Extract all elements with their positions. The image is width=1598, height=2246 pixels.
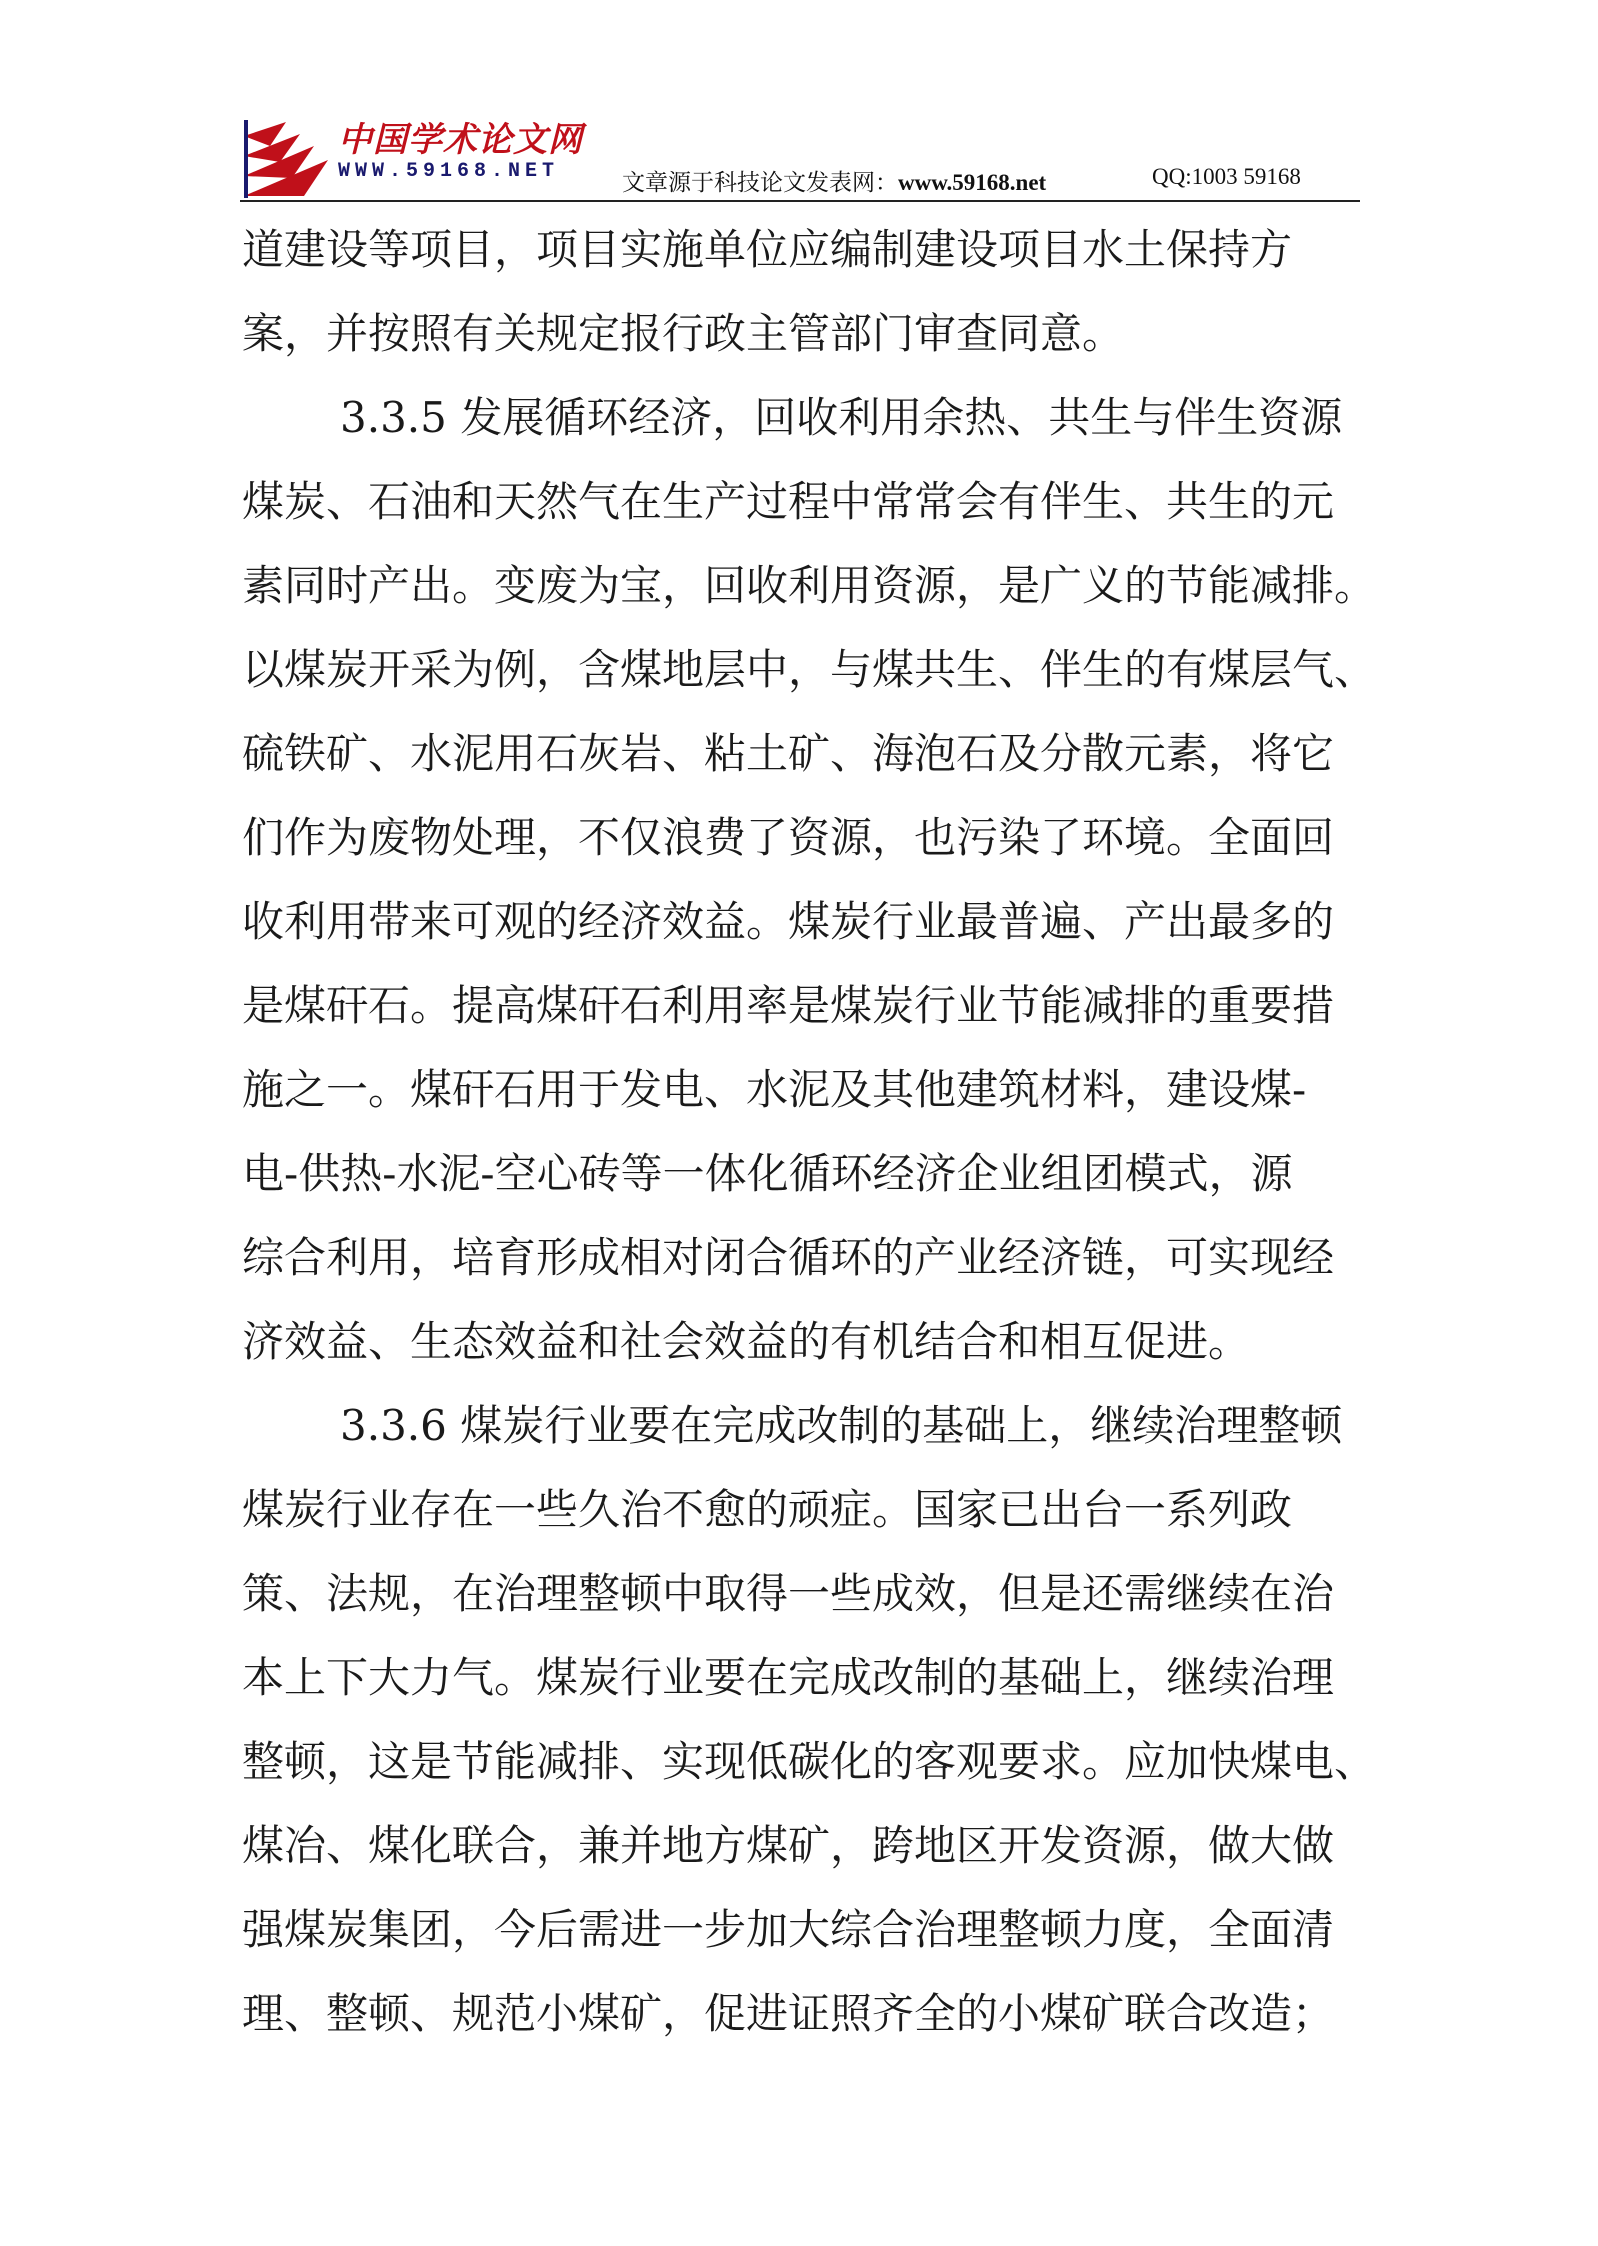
text-line: 道建设等项目，项目实施单位应编制建设项目水土保持方 xyxy=(242,225,1293,274)
source-url-link[interactable]: www.59168.net xyxy=(898,170,1047,195)
body-text xyxy=(242,208,1377,2056)
text-line: 理、整顿、规范小煤矿，促进证照齐全的小煤矿联合改造； xyxy=(242,1989,1335,2038)
text-line: 素同时产出。变废为宝，回收利用资源，是广义的节能减排。 xyxy=(242,561,1377,610)
header-divider xyxy=(240,200,1360,202)
text-line: 施之一。煤矸石用于发电、水泥及其他建筑材料，建设煤- xyxy=(242,1065,1307,1114)
text-line: 煤炭、石油和天然气在生产过程中常常会有伴生、共生的元 xyxy=(242,477,1335,526)
section-heading-3-3-6: 3.3.6 煤炭行业要在完成改制的基础上，继续治理整顿 xyxy=(340,1401,1343,1450)
source-prefix: 文章源于科技论文发表网： xyxy=(622,170,898,195)
source-note xyxy=(622,164,1046,197)
text-line: 是煤矸石。提高煤矸石利用率是煤炭行业节能减排的重要措 xyxy=(242,981,1335,1030)
page-header xyxy=(240,112,1360,202)
section-heading-3-3-5: 3.3.5 发展循环经济，回收利用余热、共生与伴生资源 xyxy=(340,393,1343,442)
qq-contact: QQ:1003 59168 xyxy=(1152,164,1301,189)
text-line: 收利用带来可观的经济效益。煤炭行业最普遍、产出最多的 xyxy=(242,897,1335,946)
text-line: 本上下大力气。煤炭行业要在完成改制的基础上，继续治理 xyxy=(242,1653,1335,1702)
text-line: 济效益、生态效益和社会效益的有机结合和相互促进。 xyxy=(242,1317,1251,1366)
text-line: 强煤炭集团，今后需进一步加大综合治理整顿力度，全面清 xyxy=(242,1905,1335,1954)
text-line: 硫铁矿、水泥用石灰岩、粘土矿、海泡石及分散元素，将它 xyxy=(242,729,1335,778)
text-line: 以煤炭开采为例，含煤地层中，与煤共生、伴生的有煤层气、 xyxy=(242,645,1377,694)
logo-emblem-icon xyxy=(240,116,330,200)
text-line: 策、法规，在治理整顿中取得一些成效，但是还需继续在治 xyxy=(242,1569,1335,1618)
logo-title: 中国学术论文网 xyxy=(338,120,583,160)
text-line: 电-供热-水泥-空心砖等一体化循环经济企业组团模式，源 xyxy=(242,1149,1293,1198)
text-line: 综合利用，培育形成相对闭合循环的产业经济链，可实现经 xyxy=(242,1233,1335,1282)
text-line: 案，并按照有关规定报行政主管部门审查同意。 xyxy=(242,309,1125,358)
logo-url: WWW.59168.NET xyxy=(338,160,560,183)
text-line: 煤炭行业存在一些久治不愈的顽症。国家已出台一系列政 xyxy=(242,1485,1293,1534)
site-logo[interactable] xyxy=(240,112,583,200)
text-line: 们作为废物处理，不仅浪费了资源，也污染了环境。全面回 xyxy=(242,813,1335,862)
text-line: 整顿，这是节能减排、实现低碳化的客观要求。应加快煤电、 xyxy=(242,1737,1377,1786)
text-line: 煤冶、煤化联合，兼并地方煤矿，跨地区开发资源，做大做 xyxy=(242,1821,1335,1870)
